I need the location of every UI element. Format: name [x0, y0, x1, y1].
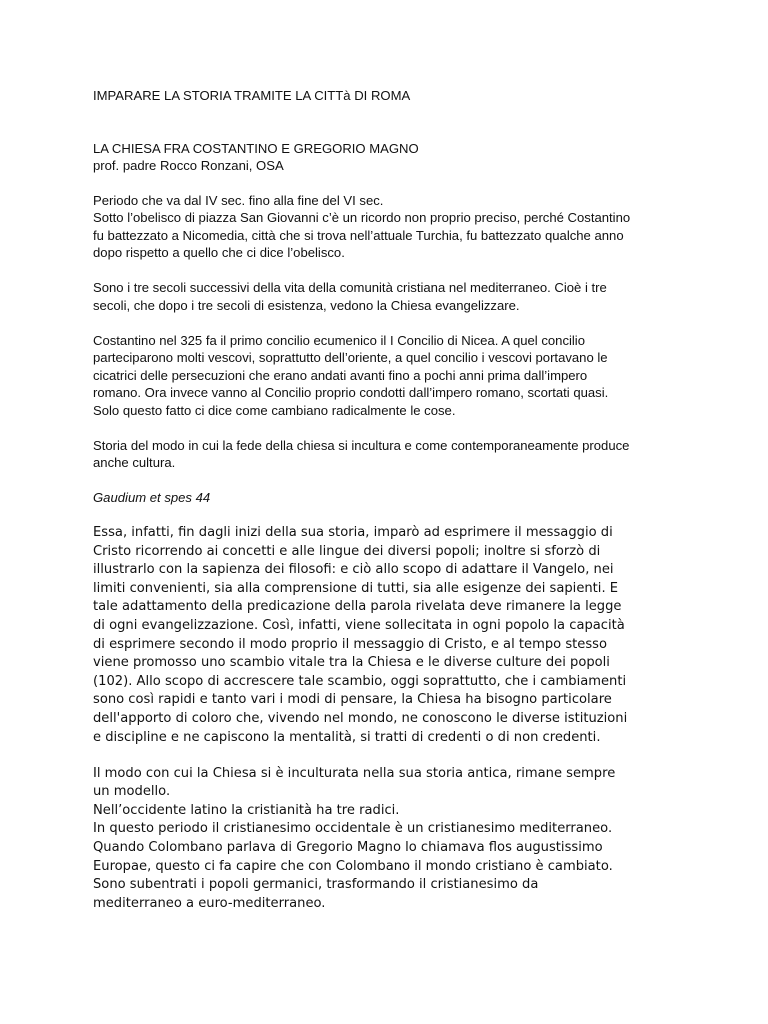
text-line: Nell’occidente latino la cristianità ha tre radici. [93, 802, 400, 818]
text-line: Sono i tre secoli successivi della vita della comunità cristiana nel mediterraneo. Cioè i tre [93, 280, 607, 295]
text-line: In questo periodo il cristianesimo occidentale è un cristianesimo mediterraneo. [93, 821, 613, 837]
quote-reference: Gaudium et spes 44 [93, 490, 211, 505]
text-line: secoli, che dopo i tre secoli di esistenza, vedono la Chiesa evangelizzare. [93, 297, 520, 313]
text-line: mediterraneo a euro-mediterraneo. [93, 895, 326, 911]
quote-line: dell'apporto di coloro che, vivendo nel mondo, ne conoscono le diverse istituzioni [93, 710, 628, 726]
text-line: anche cultura. [93, 455, 176, 470]
lecture-author: prof. padre Rocco Ronzani, OSA [93, 158, 284, 173]
text-line: un modello. [93, 784, 171, 800]
paragraph-culture [93, 437, 713, 472]
document-title: IMPARARE LA STORIA TRAMITE LA CITTà DI ROMA [93, 88, 411, 103]
quote-body [93, 524, 683, 747]
quote-line: (102). Allo scopo di accrescere tale scambio, oggi soprattutto, che i cambiamenti [93, 673, 627, 689]
text-line: Storia del modo in cui la fede della chiesa si incultura e come contemporaneamente produce [93, 437, 630, 453]
lecture-subtitle: LA CHIESA FRA COSTANTINO E GREGORIO MAGNO [93, 140, 419, 156]
quote-line: e discipline e ne capiscono la mentalità, si tratti di credenti o di non credenti. [93, 729, 601, 745]
quote-line: sono così rapidi e tanto vari i modi di pensare, la Chiesa ha bisogno particolare [93, 692, 612, 708]
text-line: Sotto l’obelisco di piazza San Giovanni c’è un ricordo non proprio preciso, perché Costantino [93, 210, 631, 225]
quote-line: tale adattamento della predicazione della parola rivelata deve rimanere la legge [93, 599, 622, 615]
text-line: Europae, questo ci fa capire che con Colombano il mondo cristiano è cambiato. [93, 858, 613, 874]
paragraph-conclusion [93, 765, 683, 914]
text-line: Il modo con cui la Chiesa si è inculturata nella sua storia antica, rimane sempre [93, 765, 616, 781]
text-line: fu battezzato a Nicomedia, città che si trova nell’attuale Turchia, fu battezzato qualche anno [93, 227, 624, 243]
document-page [93, 87, 713, 913]
quote-line: di esprimere secondo il modo proprio il messaggio di Cristo, e al tempo stesso [93, 636, 607, 652]
quote-line: illustrarlo con la sapienza dei filosofi: e ciò allo scopo di adattare il Vangelo, nei [93, 562, 614, 578]
quote-line: di ogni evangelizzazione. Così, infatti, viene sollecitata in ogni popolo la capacità [93, 617, 625, 633]
text-line: romano. Ora invece vanno al Concilio proprio condotti dall’impero romano, scortati quasi. [93, 385, 609, 400]
quote-line: Cristo ricorrendo ai concetti e alle lingue dei diversi popoli; inoltre si sforzò di [93, 543, 601, 559]
text-line: Quando Colombano parlava di Gregorio Magno lo chiamava flos augustissimo [93, 840, 603, 855]
text-line: dopo rispetto a quello che ci dice l’obelisco. [93, 245, 345, 260]
text-line: cicatrici delle persecuzioni che erano andati avanti fino a pochi anni prima dall’impero [93, 367, 588, 383]
paragraph-period [93, 192, 713, 262]
quote-line: Essa, infatti, fin dagli inizi della sua storia, imparò ad esprimere il messaggio di [93, 525, 613, 540]
text-line: Periodo che va dal IV sec. fino alla fine del VI sec. [93, 192, 384, 208]
text-line: Costantino nel 325 fa il primo concilio ecumenico il I Concilio di Nicea. A quel concilio [93, 332, 585, 348]
quote-line: limiti convenienti, sia alla comprensione di tutti, sia alle esigenze dei sapienti. E [93, 580, 619, 596]
lecture-heading [93, 140, 713, 175]
text-line: parteciparono molti vescovi, soprattutto dell’oriente, a quel concilio i vescovi portavano le [93, 350, 608, 365]
paragraph-centuries [93, 279, 713, 314]
quote-line: viene promosso uno scambio vitale tra la Chiesa e le diverse culture dei popoli [93, 655, 610, 671]
text-line: Sono subentrati i popoli germanici, trasformando il cristianesimo da [93, 877, 539, 893]
text-line: Solo questo fatto ci dice come cambiano radicalmente le cose. [93, 402, 456, 418]
paragraph-nicea [93, 332, 713, 420]
